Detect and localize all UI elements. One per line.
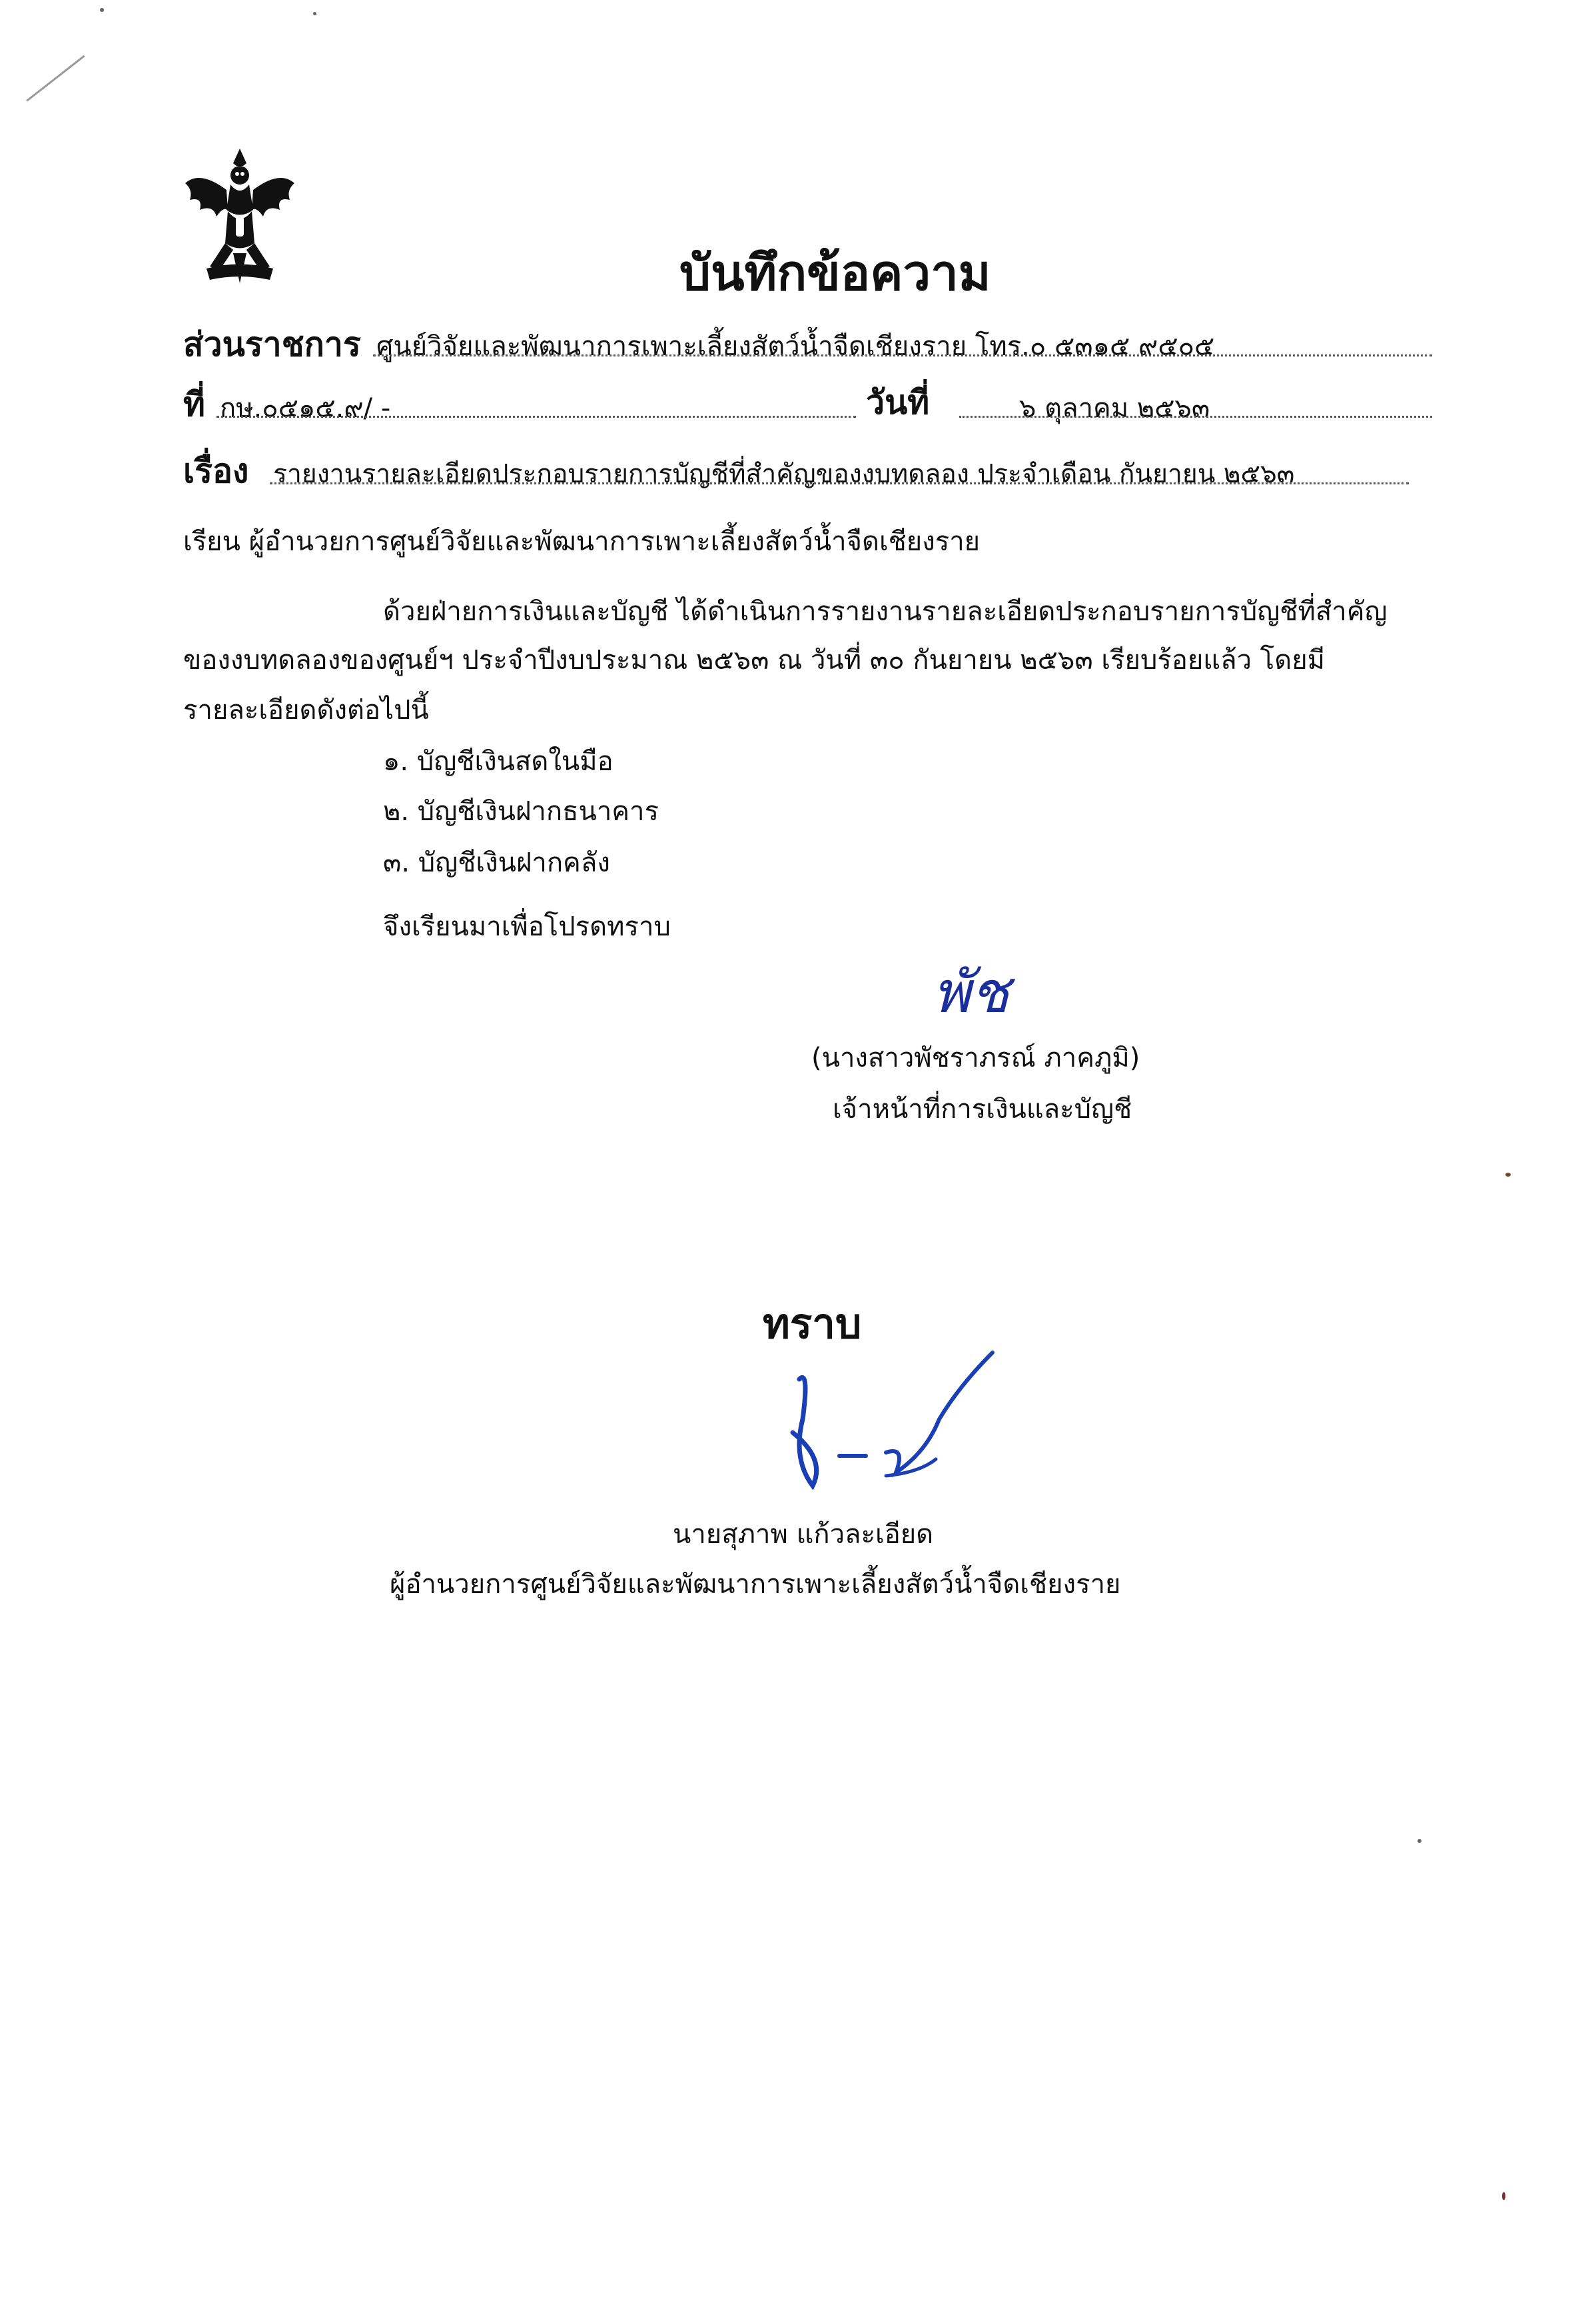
paragraph-line: รายละเอียดดังต่อไปนี้	[183, 695, 429, 726]
salutation: เรียน ผู้อำนวยการศูนย์วิจัยและพัฒนาการเพาะเลี้ยงสัตว์น้ำจืดเชียงราย	[183, 526, 981, 557]
scan-speck	[313, 12, 316, 15]
list-item: ๑. บัญชีเงินสดในมือ	[383, 746, 613, 777]
ref-dotted-line	[216, 416, 856, 418]
paragraph-line: ด้วยฝ่ายการเงินและบัญชี ได้ดำเนินการรายงานรายละเอียดประกอบรายการบัญชีที่สำคัญ	[383, 596, 1388, 627]
list-item: ๒. บัญชีเงินฝากธนาคาร	[383, 796, 659, 827]
agency-label: ส่วนราชการ	[183, 325, 361, 364]
date-label: วันที่	[866, 383, 930, 422]
agency-value: ศูนย์วิจัยและพัฒนาการเพาะเลี้ยงสัตว์น้ำจืดเชียงราย โทร.๐ ๕๓๑๕ ๙๕๐๕	[376, 331, 1215, 362]
ref-label: ที่	[183, 385, 205, 424]
memo-title: บันทึกข้อความ	[679, 245, 991, 302]
director-signature-strokes	[753, 1339, 1019, 1512]
subject-label: เรื่อง	[183, 452, 249, 490]
subject-dotted-line	[270, 482, 1409, 484]
sender-signature: พัช	[933, 959, 1010, 1026]
closing-text: จึงเรียนมาเพื่อโปรดทราบ	[383, 911, 671, 942]
scan-scratch	[26, 55, 85, 102]
scan-speck	[100, 8, 104, 12]
garuda-emblem-icon	[180, 143, 300, 287]
subject-value: รายงานรายละเอียดประกอบรายการบัญชีที่สำคัญของงบทดลอง ประจำเดือน กันยายน ๒๕๖๓	[273, 459, 1295, 489]
scan-speck	[1505, 1173, 1511, 1177]
scan-speck	[1502, 2192, 1505, 2200]
date-dotted-line	[959, 416, 1432, 418]
ref-value: กษ.๐๕๑๕.๙/ -	[220, 393, 391, 424]
date-value: ๖ ตุลาคม ๒๕๖๓	[1019, 393, 1210, 424]
agency-dotted-line	[373, 354, 1432, 356]
paragraph-line: ของงบทดลองของศูนย์ฯ ประจำปีงบประมาณ ๒๕๖๓ ณ วันที่ ๓๐ กันยายน ๒๕๖๓ เรียบร้อยแล้ว โดยมี	[183, 645, 1326, 676]
list-item: ๓. บัญชีเงินฝากคลัง	[383, 848, 610, 878]
acknowledge-label: ทราบ	[763, 1299, 862, 1348]
sender-name: (นางสาวพัชราภรณ์ ภาคภูมิ)	[811, 1043, 1140, 1073]
director-position: ผู้อำนวยการศูนย์วิจัยและพัฒนาการเพาะเลี้ยงสัตว์น้ำจืดเชียงราย	[390, 1569, 1121, 1600]
scan-speck	[1417, 1839, 1421, 1843]
director-name: นายสุภาพ แก้วละเอียด	[673, 1519, 934, 1550]
sender-position: เจ้าหน้าที่การเงินและบัญชี	[833, 1094, 1132, 1125]
